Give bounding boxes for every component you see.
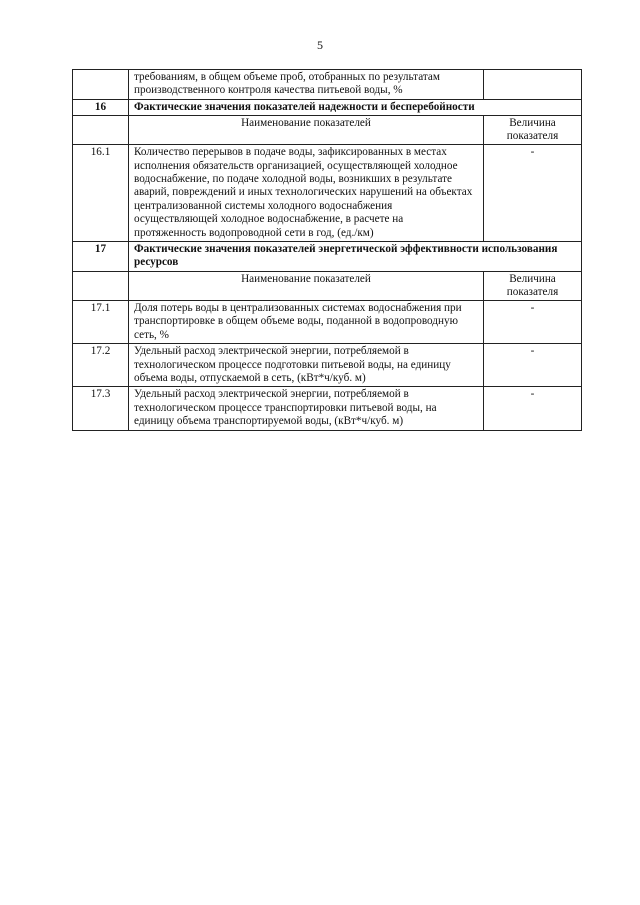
indicators-table xyxy=(72,69,582,431)
indicator-name: Удельный расход электрической энергии, потребляемой в технологическом процессе транспортировки питьевой воды, на единицу объема транспортируемой воды, (кВт*ч/куб. м) xyxy=(129,387,484,430)
table-row xyxy=(73,145,582,242)
indicator-name: требованиям, в общем объеме проб, отобранных по результатам производственного контроля качества питьевой воды, % xyxy=(129,70,484,100)
indicator-name: Удельный расход электрической энергии, потребляемой в технологическом процессе подготовки питьевой воды, на единицу объема воды, отпускаемой в сеть, (кВт*ч/куб. м) xyxy=(129,344,484,387)
indicator-value xyxy=(484,70,582,100)
table-row xyxy=(73,344,582,387)
column-header-name: Наименование показателей xyxy=(129,116,484,145)
row-number: 17.3 xyxy=(73,387,129,430)
row-number: 16.1 xyxy=(73,145,129,242)
table-header-row xyxy=(73,271,582,300)
page-number: 5 xyxy=(317,38,323,52)
header-empty-cell xyxy=(73,271,129,300)
table-row xyxy=(73,387,582,430)
indicator-name: Количество перерывов в подаче воды, зафиксированных в местах исполнения обязательств организацией, осуществляющей холодное водоснабжение, по подаче холодной воды, возникших в результате аварий, повреждений и иных технологических нарушений на объектах централизованной системы холодного водоснабжения осуществляющей холодное водоснабжение, в расчете на протяженность водопроводной сети в год, (ед./км) xyxy=(129,145,484,242)
table-header-row xyxy=(73,116,582,145)
indicator-value: - xyxy=(484,145,582,242)
column-header-name: Наименование показателей xyxy=(129,271,484,300)
section-title: Фактические значения показателей надежности и бесперебойности xyxy=(129,99,582,115)
section-row xyxy=(73,99,582,115)
column-header-value: Величина показателя xyxy=(484,116,582,145)
row-number: 17.1 xyxy=(73,300,129,343)
section-number: 17 xyxy=(73,242,129,272)
table-row xyxy=(73,70,582,100)
table-row xyxy=(73,300,582,343)
row-number: 17.2 xyxy=(73,344,129,387)
indicator-value: - xyxy=(484,300,582,343)
indicator-value: - xyxy=(484,344,582,387)
section-number: 16 xyxy=(73,99,129,115)
column-header-value: Величина показателя xyxy=(484,271,582,300)
header-empty-cell xyxy=(73,116,129,145)
row-number xyxy=(73,70,129,100)
indicator-name: Доля потерь воды в централизованных системах водоснабжения при транспортировке в общем объеме воды, поданной в водопроводную сеть, % xyxy=(129,300,484,343)
section-row xyxy=(73,242,582,272)
section-title: Фактические значения показателей энергетической эффективности использования ресурсов xyxy=(129,242,582,272)
indicator-value: - xyxy=(484,387,582,430)
